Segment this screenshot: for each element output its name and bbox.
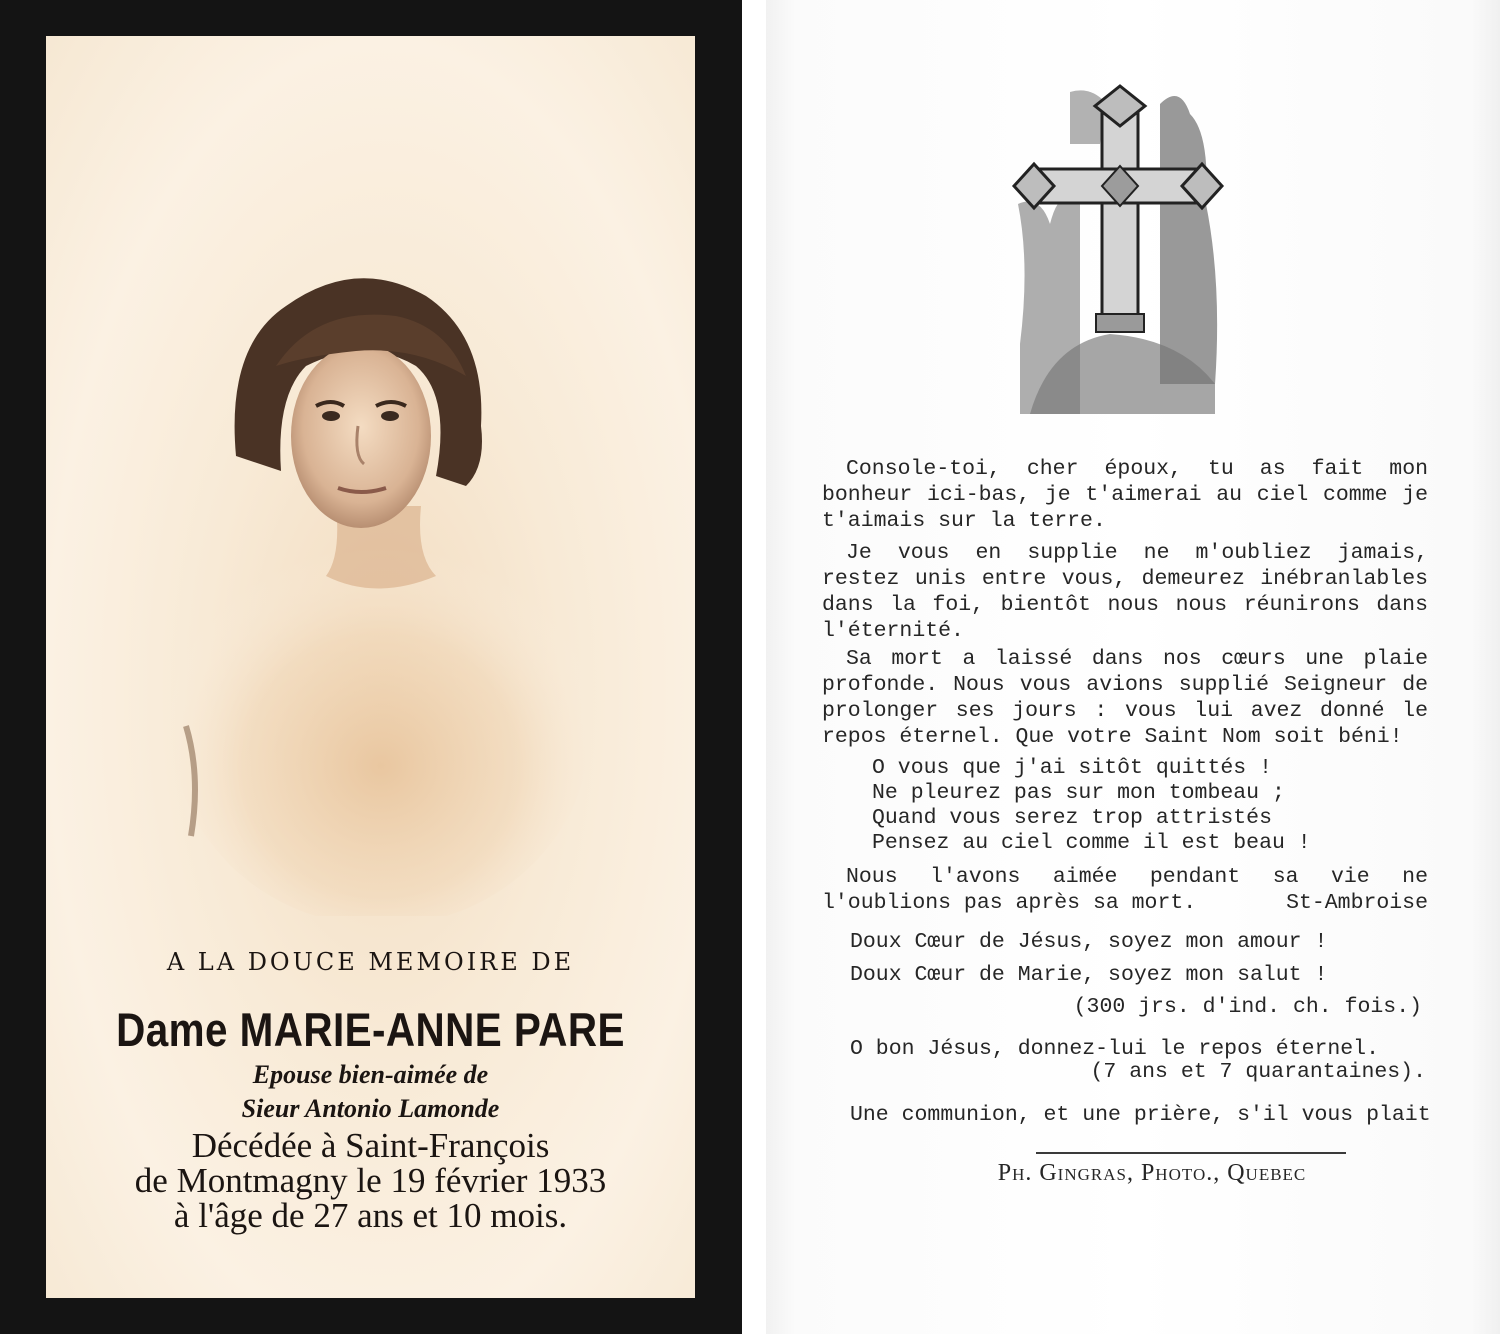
- poem: [872, 756, 1392, 856]
- divider: [1036, 1152, 1346, 1154]
- prayer-sacred-heart: Doux Cœur de Jésus, soyez mon amour !: [850, 930, 1328, 954]
- poem-line: O vous que j'ai sitôt quittés !: [872, 756, 1272, 780]
- epouse-line: Epouse bien-aimée de: [252, 1060, 489, 1089]
- remembrance-paragraph: [822, 864, 1428, 916]
- prayer-repose: O bon Jésus, donnez-lui le repos éternel.: [850, 1037, 1379, 1061]
- death-line-2: de Montmagny le 19 février 1933: [134, 1161, 607, 1200]
- death-line-1: Décédée à Saint-François: [191, 1126, 550, 1165]
- spouse-name: Sieur Antonio Lamonde: [241, 1094, 500, 1123]
- memorial-card-back: [766, 0, 1500, 1334]
- indulgence-note-2: (7 ans et 7 quarantaines).: [1090, 1060, 1426, 1084]
- consolation-paragraph: Console-toi, cher époux, tu as fait mon bonheur ici-bas, je t'aimerai au ciel comme je t'aimais sur la terre.: [822, 457, 1428, 533]
- poem-line: Ne pleurez pas sur mon tombeau ;: [872, 781, 1285, 805]
- poem-line: Pensez au ciel comme il est beau !: [872, 831, 1311, 855]
- cross-engraving: [1010, 84, 1226, 414]
- communion-request: Une communion, et une prière, s'il vous plait: [850, 1103, 1431, 1127]
- deceased-name: Dame MARIE-ANNE PARE: [116, 1003, 625, 1056]
- memorial-card-front: [46, 36, 695, 1298]
- indulgence-note-1: (300 jrs. d'ind. ch. fois.): [1073, 995, 1422, 1019]
- death-details: [46, 1128, 695, 1233]
- mourning-paragraph: Sa mort a laissé dans nos cœurs une plaie profonde. Nous vous avions supplié Seigneur de prolonger ses jours : vous lui avez donné le repos éternel. Que votre Saint Nom soit béni!: [822, 647, 1428, 749]
- remembrance-text: Nous l'avons aimée pendant sa vie ne l'oublions pas après sa mort.: [822, 865, 1428, 915]
- front-card-backdrop: [0, 0, 742, 1334]
- prayer-mary: Doux Cœur de Marie, soyez mon salut !: [850, 963, 1328, 987]
- death-line-3: à l'âge de 27 ans et 10 mois.: [173, 1196, 568, 1235]
- supplication-paragraph: Je vous en supplie ne m'oubliez jamais, restez unis entre vous, demeurez inébranlables dans la foi, bientôt nous nous réunirons dans l'éternité.: [822, 541, 1428, 643]
- portrait-photo: [166, 256, 586, 916]
- memorial-heading: A LA DOUCE MEMOIRE DE: [166, 948, 575, 976]
- attribution: St-Ambroise: [1286, 891, 1428, 915]
- poem-line: Quand vous serez trop attristés: [872, 806, 1272, 830]
- photographer-credit: Ph. Gingras, Photo., Quebec: [997, 1160, 1307, 1186]
